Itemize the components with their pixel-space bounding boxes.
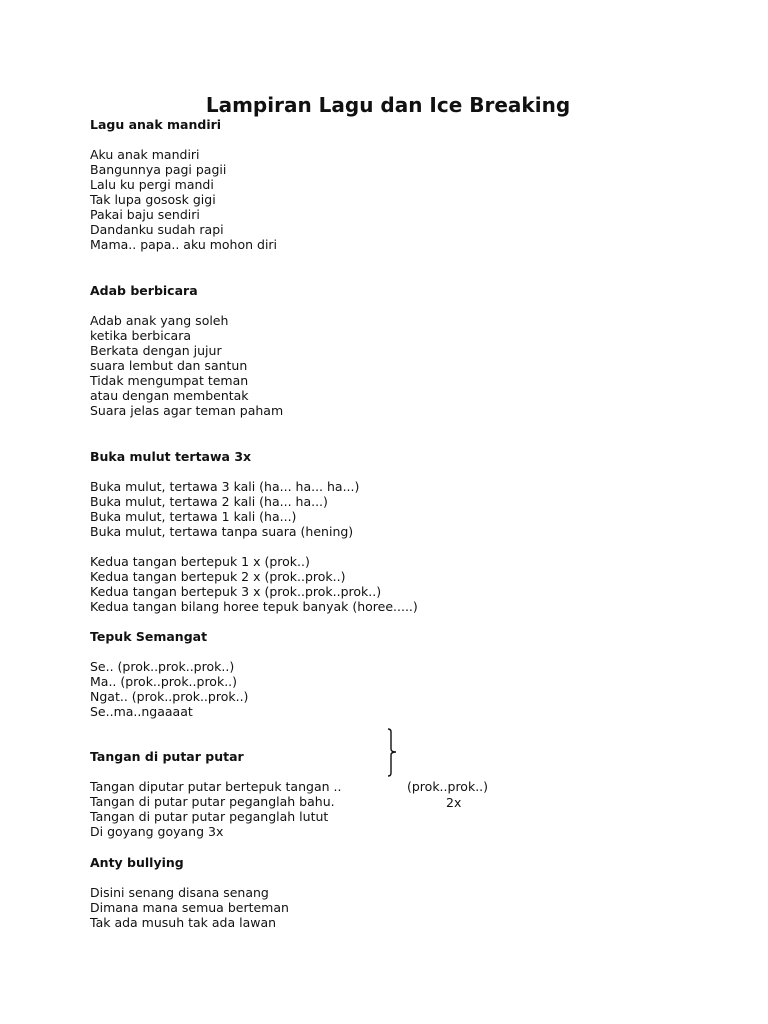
- lyric-line: Ngat.. (prok..prok..prok..): [90, 689, 249, 704]
- lyric-line: Buka mulut, tertawa 2 kali (ha... ha...): [90, 494, 328, 509]
- lyric-line: Se.. (prok..prok..prok..): [90, 659, 235, 674]
- lyric-line: Kedua tangan bertepuk 1 x (prok..): [90, 554, 310, 569]
- lyric-line: Tangan di putar putar peganglah bahu.: [90, 794, 335, 809]
- lyric-line: Ma.. (prok..prok..prok..): [90, 674, 238, 689]
- lyric-line: Adab anak yang soleh: [90, 313, 229, 328]
- lyric-line: Tak lupa gososk gigi: [90, 192, 216, 207]
- section-heading: Anty bullying: [90, 855, 184, 870]
- section-heading: Adab berbicara: [90, 283, 198, 298]
- lyric-line: suara lembut dan santun: [90, 358, 248, 373]
- section-heading: Tepuk Semangat: [90, 629, 208, 644]
- section-heading: Buka mulut tertawa 3x: [90, 449, 252, 464]
- section-buka-mulut: [90, 449, 418, 614]
- lyric-line: Kedua tangan bertepuk 2 x (prok..prok..): [90, 569, 346, 584]
- lyric-line: ketika berbicara: [90, 328, 192, 343]
- section-heading: Tangan di putar putar: [90, 749, 244, 764]
- lyric-line: Tak ada musuh tak ada lawan: [90, 915, 277, 930]
- lyric-line: Buka mulut, tertawa 1 kali (ha...): [90, 509, 297, 524]
- lyric-line: Tidak mengumpat teman: [90, 373, 249, 388]
- lyric-line: Se..ma..ngaaaat: [90, 704, 193, 719]
- lyric-line: Tangan diputar putar bertepuk tangan ..: [90, 779, 342, 794]
- section-anty-bullying: [90, 855, 289, 930]
- lyric-line: Kedua tangan bilang horee tepuk banyak (horee.....): [90, 599, 418, 614]
- clap-note: (prok..prok..): [407, 779, 489, 794]
- section-adab-berbicara: [90, 283, 283, 418]
- lyric-line: Kedua tangan bertepuk 3 x (prok..prok..prok..): [90, 584, 382, 599]
- lyric-line: Berkata dengan jujur: [90, 343, 222, 358]
- lyric-line: Tangan di putar putar peganglah lutut: [90, 809, 329, 824]
- lyric-line: Buka mulut, tertawa 3 kali (ha... ha... ha...): [90, 479, 360, 494]
- document-title: Lampiran Lagu dan Ice Breaking: [205, 93, 571, 117]
- section-tangan-di-putar: [90, 749, 341, 839]
- section-lagu-anak-mandiri: [90, 117, 277, 252]
- lyric-line: Aku anak mandiri: [90, 147, 200, 162]
- lyric-line: atau dengan membentak: [90, 388, 249, 403]
- right-brace-icon: [382, 728, 402, 778]
- lyric-line: Suara jelas agar teman paham: [90, 403, 284, 418]
- lyric-line: Lalu ku pergi mandi: [90, 177, 214, 192]
- lyric-line: Dandanku sudah rapi: [90, 222, 224, 237]
- section-heading: Lagu anak mandiri: [90, 117, 222, 132]
- lyric-line: Buka mulut, tertawa tanpa suara (hening): [90, 524, 354, 539]
- repeat-note: 2x: [446, 795, 462, 810]
- lyric-line: Bangunnya pagi pagii: [90, 162, 227, 177]
- lyric-line: Mama.. papa.. aku mohon diri: [90, 237, 278, 252]
- lyric-line: Di goyang goyang 3x: [90, 824, 224, 839]
- section-tepuk-semangat: [90, 629, 248, 719]
- lyric-line: Disini senang disana senang: [90, 885, 269, 900]
- lyric-line: Pakai baju sendiri: [90, 207, 200, 222]
- lyric-line: Dimana mana semua berteman: [90, 900, 289, 915]
